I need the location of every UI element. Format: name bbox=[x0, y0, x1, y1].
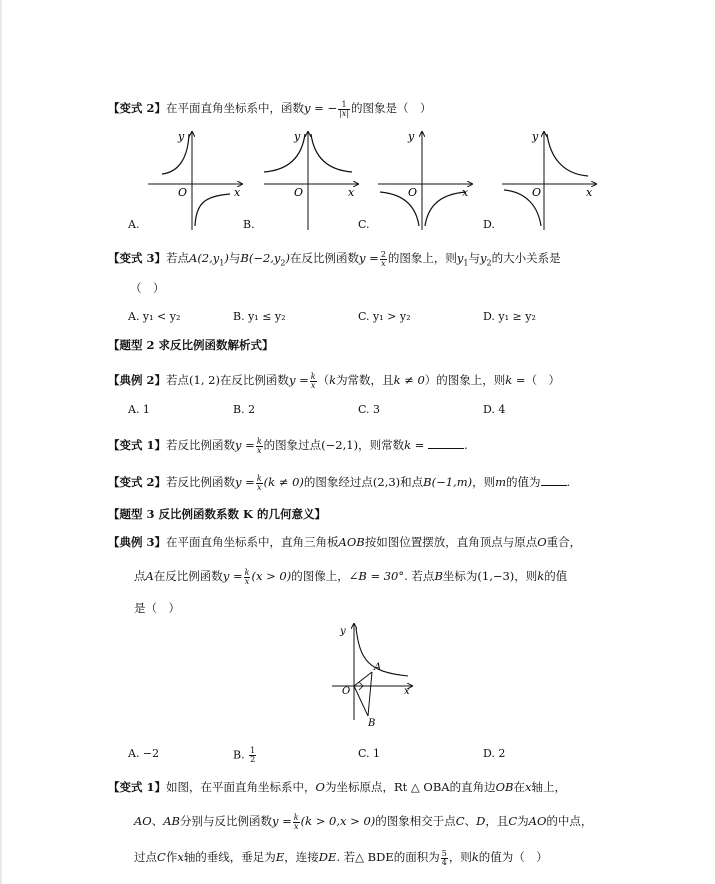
question-v3: 【变式 3】若点$A(2,y_1)$与$B(-2,y_2)$在反比例函数y = $\frac{2}{x}$ 的图象上，则$y_1$与$y_2$的大小关系是 bbox=[108, 249, 561, 268]
axis-label-y: y bbox=[294, 130, 301, 143]
axis-label-y: y bbox=[408, 130, 415, 143]
option-b[interactable]: B. $\frac{1}{2}$ bbox=[233, 746, 256, 764]
question-t3v1-line2: AO、AB分别与反比例函数y = $\frac{k}{x}$ (k > 0,x > 0)的图象相交于点C、D，且C为AO的中点， bbox=[134, 812, 593, 831]
answer-blank[interactable] bbox=[541, 475, 567, 486]
point-label-b: B bbox=[368, 718, 376, 729]
axis-label-x: x bbox=[348, 186, 355, 199]
fraction: $\frac{5}{4}$ bbox=[441, 848, 447, 867]
option-c[interactable]: C. 3 bbox=[358, 403, 381, 416]
fraction: $\frac{2}{x}$ bbox=[380, 249, 386, 268]
ex3-options bbox=[128, 747, 598, 765]
axis-label-x: x bbox=[404, 686, 410, 697]
question-t3v1-line1: 【变式 1】如图，在平面直角坐标系中，O为坐标原点，Rt △ OBA的直角边OB在x轴上， bbox=[108, 780, 566, 794]
origin-label: O bbox=[294, 186, 304, 199]
graph-b bbox=[264, 132, 358, 230]
origin-label: O bbox=[342, 686, 351, 697]
question-label: 【变式 2】 bbox=[108, 101, 167, 115]
question-label: 【变式 1】 bbox=[108, 780, 167, 794]
question-v2 bbox=[108, 100, 432, 118]
question-t3v1-line3: 过点C作x轴的垂线，垂足为E，连接DE. 若△ BDE的面积为 $\frac{5}{4}$ ，则k的值为（ ） bbox=[134, 848, 548, 867]
question-label: 【变式 1】 bbox=[108, 438, 167, 452]
origin-label: O bbox=[532, 186, 542, 199]
question-ex3-line2: 点A在反比例函数y = $\frac{k}{x}$ (x > 0)的图像上，∠B = 30°. 若点B坐标为(1,−3)，则k的值 bbox=[134, 567, 568, 586]
fraction: $\frac{k}{x}$ bbox=[244, 567, 250, 586]
answer-blank[interactable] bbox=[428, 438, 464, 449]
graph-c bbox=[378, 132, 472, 230]
graph-d bbox=[502, 132, 596, 230]
question-label: 【典例 2】 bbox=[108, 373, 167, 387]
question-ex3-line1: 【典例 3】在平面直角坐标系中，直角三角板AOB按如图位置摆放，直角顶点与原点O重合， bbox=[108, 535, 582, 549]
question-t2v2: 【变式 2】若反比例函数y = $\frac{k}{x}$ (k ≠ 0)的图象经过点(2,3)和点B(−1,m)，则m的值为 . bbox=[108, 473, 571, 492]
option-a[interactable]: A. y₁ < y₂ bbox=[128, 310, 181, 323]
axis-label-x: x bbox=[462, 186, 469, 199]
question-ex3-line3: 是（ ） bbox=[134, 601, 180, 615]
axis-label-y: y bbox=[340, 626, 346, 637]
point-label-a: A bbox=[374, 662, 382, 673]
option-a[interactable]: A. −2 bbox=[128, 747, 160, 760]
option-a[interactable]: A. 1 bbox=[128, 403, 150, 416]
question-text: 的图象是（ ） bbox=[351, 101, 432, 115]
option-c[interactable]: C. y₁ > y₂ bbox=[358, 310, 411, 323]
option-b[interactable]: B. bbox=[243, 218, 255, 231]
section-title-type3: 【题型 3 反比例函数系数 K 的几何意义】 bbox=[108, 507, 327, 521]
question-ex2: 【典例 2】若点(1, 2)在反比例函数y = $\frac{k}{x}$ （k为常数，且k ≠ 0）的图象上，则k =（ ） bbox=[108, 371, 561, 390]
option-d[interactable]: D. y₁ ≥ y₂ bbox=[483, 310, 536, 323]
axis-label-y: y bbox=[178, 130, 185, 143]
formula: y = − bbox=[304, 101, 338, 115]
axis-label-x: x bbox=[234, 186, 241, 199]
graph-a bbox=[148, 132, 242, 230]
option-c[interactable]: C. bbox=[358, 218, 370, 231]
ex2-options bbox=[128, 403, 598, 417]
question-text: 在平面直角坐标系中，函数 bbox=[166, 101, 305, 115]
option-d[interactable]: D. bbox=[483, 218, 495, 231]
axis-label-x: x bbox=[586, 186, 593, 199]
answer-paren: （ ） bbox=[130, 281, 165, 295]
option-c[interactable]: C. 1 bbox=[358, 747, 381, 760]
origin-label: O bbox=[408, 186, 418, 199]
fraction: $\frac{k}{x}$ bbox=[293, 812, 299, 831]
question-label: 【变式 2】 bbox=[108, 475, 167, 489]
fraction: $\frac{1}{|x|}$ bbox=[339, 99, 350, 118]
page-edge bbox=[0, 0, 2, 884]
v2-options bbox=[128, 218, 598, 232]
fraction: $\frac{k}{x}$ bbox=[310, 371, 316, 390]
question-label: 【变式 3】 bbox=[108, 251, 167, 265]
option-d[interactable]: D. 2 bbox=[483, 747, 506, 760]
option-b[interactable]: B. y₁ ≤ y₂ bbox=[233, 310, 286, 323]
figure-ex3 bbox=[328, 620, 418, 732]
v3-options bbox=[128, 310, 598, 324]
question-label: 【典例 3】 bbox=[108, 535, 167, 549]
option-d[interactable]: D. 4 bbox=[483, 403, 506, 416]
fraction: $\frac{k}{x}$ bbox=[256, 473, 262, 492]
option-b[interactable]: B. 2 bbox=[233, 403, 256, 416]
fraction: $\frac{k}{x}$ bbox=[256, 436, 262, 455]
origin-label: O bbox=[178, 186, 188, 199]
section-title-type2: 【题型 2 求反比例函数解析式】 bbox=[108, 338, 274, 352]
axis-label-y: y bbox=[532, 130, 539, 143]
question-t2v1: 【变式 1】若反比例函数y = $\frac{k}{x}$ 的图象过点(−2,1)，则常数k = . bbox=[108, 436, 468, 455]
option-a[interactable]: A. bbox=[128, 218, 140, 231]
